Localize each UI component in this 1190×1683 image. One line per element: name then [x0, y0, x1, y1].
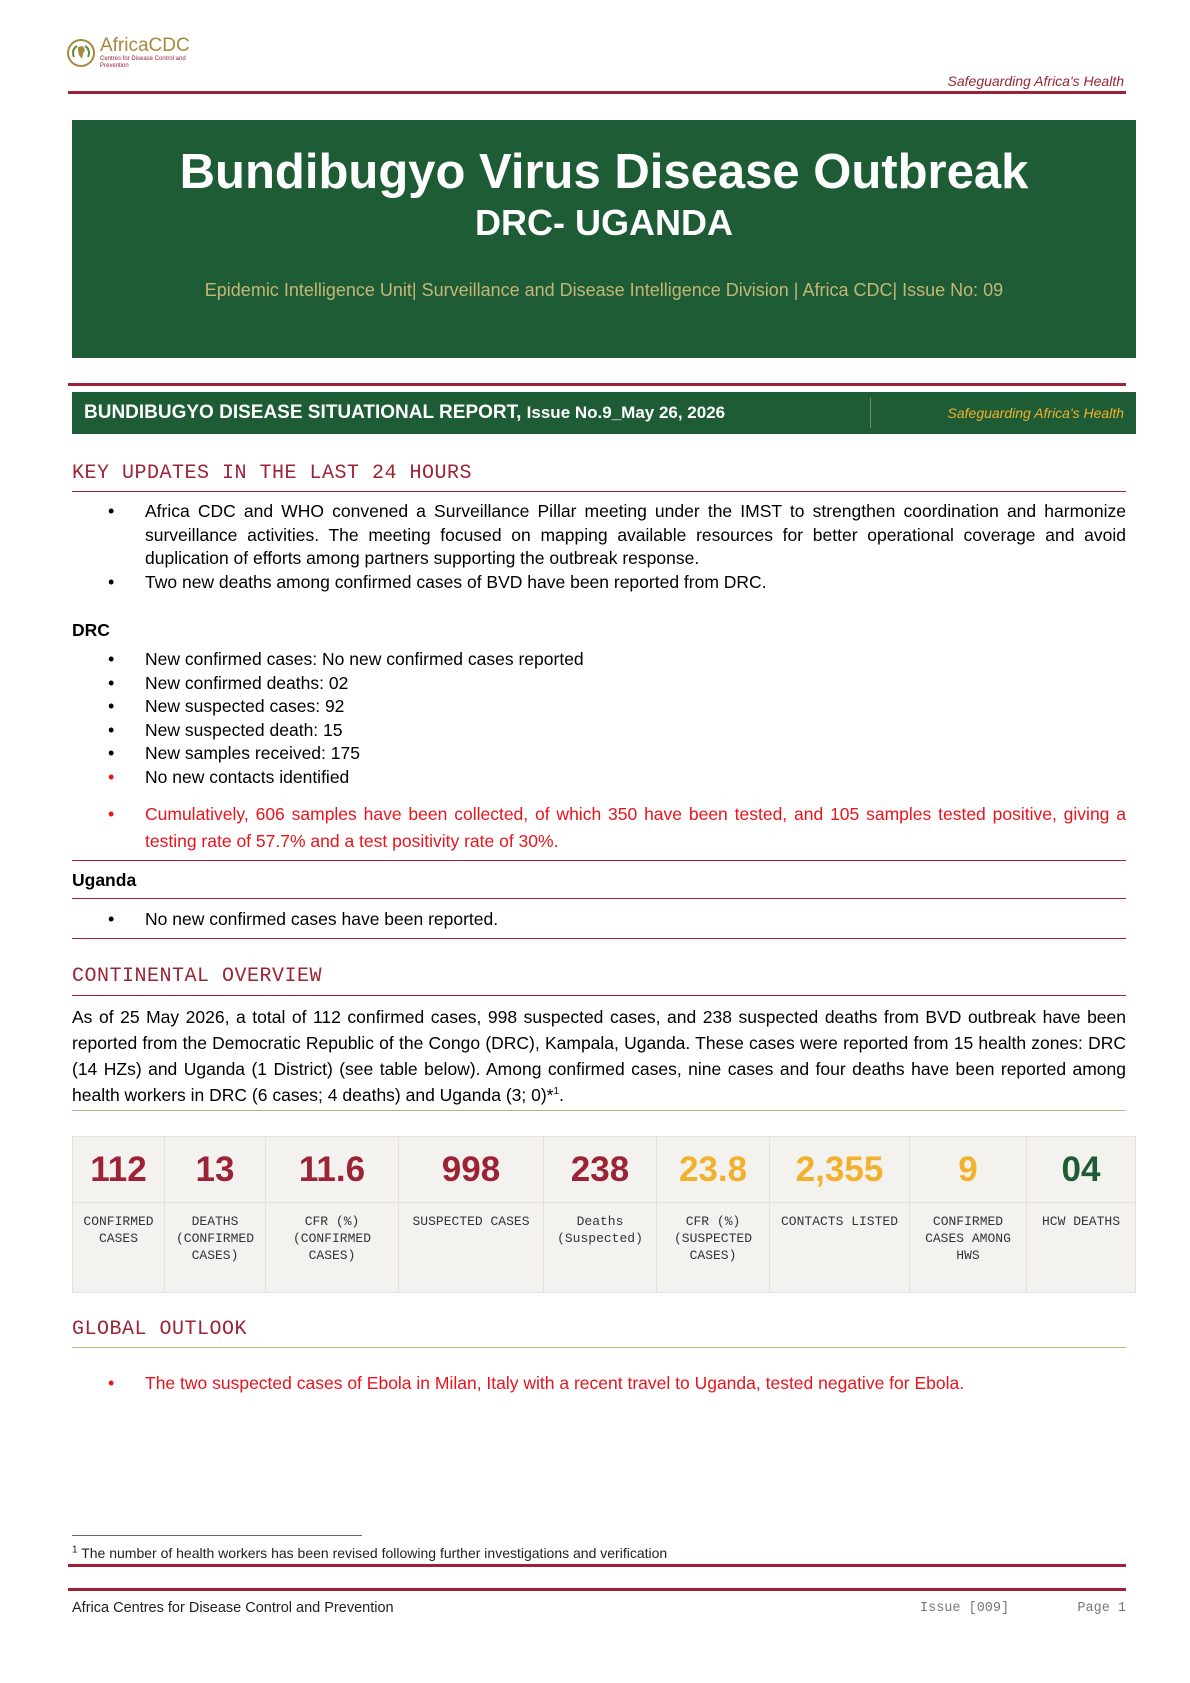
report-bar-tagline: Safeguarding Africa's Health [947, 405, 1124, 421]
stat-value: 238 [544, 1137, 656, 1203]
logo-name: AfricaCDC [99, 35, 190, 56]
uganda-rule-bottom [72, 938, 1126, 939]
list-item: • Africa CDC and WHO convened a Surveillance Pillar meeting under the IMST to strengthen coordination and harmonize surveillance activities. The meeting focused on mapping available resources for better operational coverage and avoid duplication of efforts among partners supporting the outbreak response. [108, 500, 1126, 571]
footnote-mark: 1 [72, 1544, 78, 1556]
list-item: • New suspected death: 15 [108, 719, 1126, 743]
stat-confirmed-cases [73, 1137, 165, 1292]
report-bar-divider [68, 383, 1126, 386]
key-updates-heading: KEY UPDATES IN THE LAST 24 HOURS [72, 462, 473, 485]
footer-divider-top [68, 1564, 1126, 1567]
stat-label: CFR (%) (CONFIRMED CASES) [292, 1214, 371, 1263]
footer-page-number: Page 1 [1077, 1601, 1126, 1616]
footnote-divider [72, 1535, 362, 1536]
footer-organization: Africa Centres for Disease Control and Prevention [72, 1600, 394, 1616]
list-item: • Two new deaths among confirmed cases of BVD have been reported from DRC. [108, 571, 1126, 595]
stat-cfr-confirmed [266, 1137, 399, 1292]
stat-label: SUSPECTED CASES [412, 1214, 530, 1229]
stat-label: HCW DEATHS [1041, 1214, 1120, 1229]
stat-label: CONFIRMED CASES AMONG HWS [925, 1214, 1011, 1263]
continental-text-end: . [559, 1085, 564, 1105]
title-banner [72, 120, 1136, 358]
stat-value: 2,355 [770, 1137, 909, 1203]
report-issue: Issue No.9_May 26, 2026 [526, 403, 726, 422]
footer-divider-bottom [68, 1588, 1126, 1591]
banner-subtitle: DRC- UGANDA [475, 202, 733, 243]
header-tagline: Safeguarding Africa's Health [947, 73, 1124, 89]
africa-cdc-logo [66, 32, 216, 74]
footnote-reference[interactable]: 1 [553, 1086, 560, 1098]
africa-cdc-emblem-icon [66, 38, 96, 68]
list-item: • New suspected cases: 92 [108, 695, 1126, 719]
footnote-text: The number of health workers has been revised following further investigations and verification [81, 1545, 668, 1561]
drc-rule [72, 860, 1126, 861]
stat-value: 112 [73, 1137, 164, 1203]
global-outlook-heading: GLOBAL OUTLOOK [72, 1318, 248, 1341]
report-title-text: BUNDIBUGYO DISEASE SITUATIONAL REPORT, [84, 402, 522, 423]
footnote [72, 1545, 667, 1561]
stat-hcw-deaths [1027, 1137, 1135, 1292]
summary-stats-table [72, 1136, 1136, 1293]
stat-confirmed-among-hws [910, 1137, 1027, 1292]
continental-text: As of 25 May 2026, a total of 112 confirmed cases, 998 suspected cases, and 238 suspected deaths from BVD outbreak have been reported from the Democratic Republic of the Congo (DRC), Kampala, Uganda. These cases were reported from 15 health zones: DRC (14 HZs) and Uganda (1 District) (see table below). Among confirmed cases, nine cases and four deaths have been reported among health workers in DRC (6 cases; 4 deaths) and Uganda (3; 0)* [72, 1007, 1126, 1105]
global-outlook-list [108, 1370, 1126, 1397]
stat-suspected-cases [399, 1137, 544, 1292]
report-bar [72, 392, 1136, 434]
list-item: • New confirmed cases: No new confirmed cases reported [108, 648, 1126, 672]
banner-meta: Epidemic Intelligence Unit| Surveillance and Disease Intelligence Division | Africa CDC| Issue No: 09 [204, 280, 1004, 300]
stat-label: CONFIRMED CASES [83, 1214, 154, 1246]
key-updates-list [108, 500, 1126, 594]
list-item: • No new contacts identified [108, 766, 1126, 790]
stat-cfr-suspected [657, 1137, 770, 1292]
continental-overview-heading: CONTINENTAL OVERVIEW [72, 965, 323, 988]
stat-label: CFR (%) (SUSPECTED CASES) [673, 1214, 752, 1263]
key-updates-rule [72, 491, 1126, 492]
stat-value: 13 [165, 1137, 265, 1203]
drc-heading: DRC [72, 620, 110, 640]
continental-paragraph [72, 1004, 1126, 1108]
list-item: • The two suspected cases of Ebola in Milan, Italy with a recent travel to Uganda, tested negative for Ebola. [108, 1370, 1126, 1397]
stat-value: 11.6 [266, 1137, 398, 1203]
stat-label: DEATHS (CONFIRMED CASES) [175, 1214, 254, 1263]
uganda-list [108, 908, 1126, 932]
stat-label: Deaths (Suspected) [557, 1214, 643, 1246]
uganda-rule-top [72, 898, 1126, 899]
stat-deaths-suspected [544, 1137, 657, 1292]
stat-contacts-listed [770, 1137, 910, 1292]
continental-rule-bottom [72, 1110, 1126, 1111]
header-divider [68, 91, 1126, 94]
cumulative-samples-item: • Cumulatively, 606 samples have been collected, of which 350 have been tested, and 105 samples tested positive, giving a testing rate of 57.7% and a test positivity rate of 30%. [108, 801, 1126, 855]
stat-label: CONTACTS LISTED [780, 1214, 899, 1229]
stat-value: 04 [1027, 1137, 1135, 1203]
list-item: • New confirmed deaths: 02 [108, 672, 1126, 696]
stat-value: 9 [910, 1137, 1026, 1203]
global-outlook-rule [72, 1347, 1126, 1348]
footer-issue: Issue [009] [920, 1601, 1010, 1616]
drc-list [108, 648, 1126, 789]
list-item: • No new confirmed cases have been reported. [108, 908, 1126, 932]
logo-subtitle: Centres for Disease Control and Prevention [99, 56, 186, 69]
uganda-heading: Uganda [72, 870, 137, 890]
banner-title: Bundibugyo Virus Disease Outbreak [179, 145, 1029, 199]
report-title [72, 402, 870, 424]
stat-value: 998 [399, 1137, 543, 1203]
drc-cumulative-list [108, 801, 1126, 855]
continental-rule [72, 995, 1126, 996]
list-item: • New samples received: 175 [108, 742, 1126, 766]
stat-deaths-confirmed [165, 1137, 266, 1292]
stat-value: 23.8 [657, 1137, 769, 1203]
